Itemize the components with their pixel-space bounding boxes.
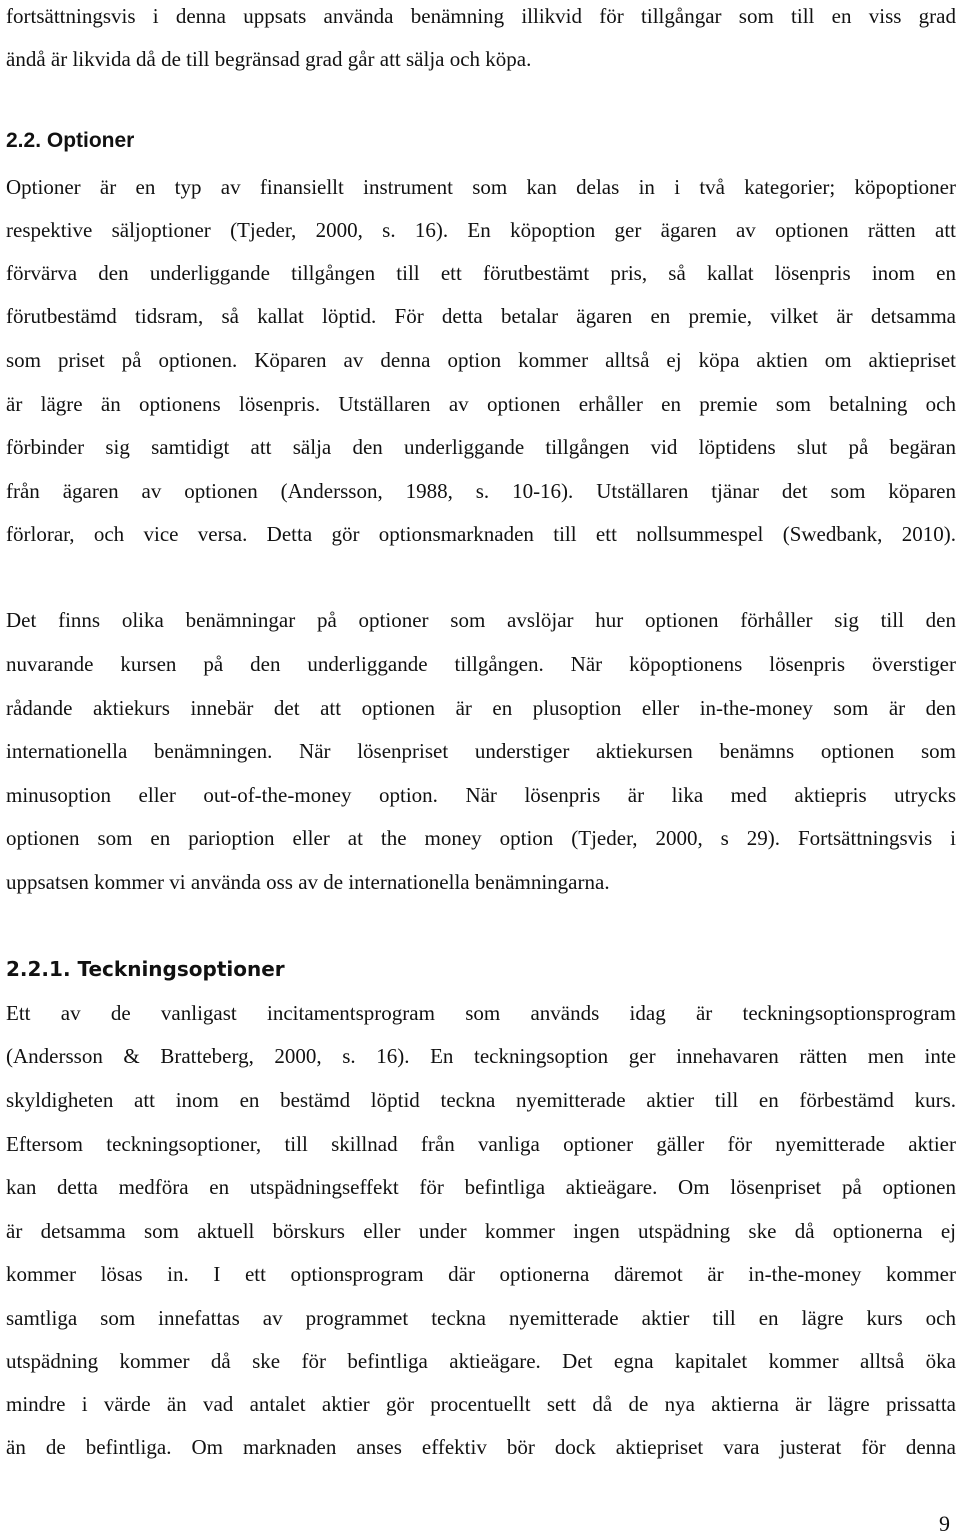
paragraph-line: Optioner är en typ av finansiellt instrument som kan delas in i två kategorier; köpoptioner <box>6 175 956 199</box>
paragraph-line: skyldigheten att inom en bestämd löptid teckna nyemitterade aktier till en förbestämd kurs. <box>6 1088 956 1112</box>
section-heading-2-2: 2.2. Optioner <box>6 129 135 152</box>
paragraph-line: som priset på optionen. Köparen av denna option kommer alltså ej köpa aktien om aktiepriset <box>6 348 956 372</box>
paragraph-line: än de befintliga. Om marknaden anses effektiv bör dock aktiepriset vara justerat för denna <box>6 1435 956 1459</box>
paragraph-line: förutbestämd tidsram, så kallat löptid. För detta betalar ägaren en premie, vilket är detsamma <box>6 304 956 328</box>
paragraph-line: Det finns olika benämningar på optioner som avslöjar hur optionen förhåller sig till den <box>6 608 956 632</box>
paragraph-line: är lägre än optionens lösenpris. Utställaren av optionen erhåller en premie som betalning och <box>6 392 956 416</box>
paragraph-line: kommer lösas in. I ett optionsprogram där optionerna däremot är in-the-money kommer <box>6 1262 956 1286</box>
page-number: 9 <box>939 1511 950 1536</box>
intro-line: fortsättningsvis i denna uppsats använda benämning illikvid för tillgångar som till en viss grad <box>6 4 956 28</box>
paragraph-line: förbinder sig samtidigt att sälja den underliggande tillgången vid löptidens slut på begäran <box>6 435 956 459</box>
section-heading-2-2-1: 2.2.1. Teckningsoptioner <box>6 957 285 981</box>
intro-line: ändå är likvida då de till begränsad grad går att sälja och köpa. <box>6 47 532 71</box>
paragraph-line: mindre i värde än vad antalet aktier gör procentuellt sett då de nya aktierna är lägre prissatta <box>6 1392 956 1416</box>
paragraph-line: förlorar, och vice versa. Detta gör optionsmarknaden till ett nollsummespel (Swedbank, 2010). <box>6 522 956 546</box>
paragraph-line: förvärva den underliggande tillgången till ett förutbestämt pris, så kallat lösenpris inom en <box>6 261 956 285</box>
paragraph-line: Ett av de vanligast incitamentsprogram som används idag är teckningsoptionsprogram <box>6 1001 956 1025</box>
paragraph-line: respektive säljoptioner (Tjeder, 2000, s. 16). En köpoption ger ägaren av optionen rätten att <box>6 218 956 242</box>
paragraph-line: internationella benämningen. När lösenpriset understiger aktiekursen benämns optionen som <box>6 739 956 763</box>
paragraph-line: optionen som en parioption eller at the money option (Tjeder, 2000, s 29). Fortsättningsvis i <box>6 826 956 850</box>
paragraph-line: samtliga som innefattas av programmet teckna nyemitterade aktier till en lägre kurs och <box>6 1306 956 1330</box>
paragraph-line: från ägaren av optionen (Andersson, 1988, s. 10-16). Utställaren tjänar det som köparen <box>6 479 956 503</box>
paragraph-line: rådande aktiekurs innebär det att optionen är en plusoption eller in-the-money som är den <box>6 696 956 720</box>
paragraph-line: nuvarande kursen på den underliggande tillgången. När köpoptionens lösenpris överstiger <box>6 652 956 676</box>
paragraph-line: (Andersson & Bratteberg, 2000, s. 16). En teckningsoption ger innehavaren rätten men inte <box>6 1044 956 1068</box>
paragraph-line: minusoption eller out-of-the-money option. När lösenpris är lika med aktiepris utrycks <box>6 783 956 807</box>
paragraph-line: är detsamma som aktuell börskurs eller under kommer ingen utspädning ske då optionerna ej <box>6 1219 956 1243</box>
paragraph-line: uppsatsen kommer vi använda oss av de internationella benämningarna. <box>6 870 610 894</box>
paragraph-line: Eftersom teckningsoptioner, till skillnad från vanliga optioner gäller för nyemitterade aktier <box>6 1132 956 1156</box>
paragraph-line: kan detta medföra en utspädningseffekt för befintliga aktieägare. Om lösenpriset på optionen <box>6 1175 956 1199</box>
paragraph-line: utspädning kommer då ske för befintliga aktieägare. Det egna kapitalet kommer alltså öka <box>6 1349 956 1373</box>
